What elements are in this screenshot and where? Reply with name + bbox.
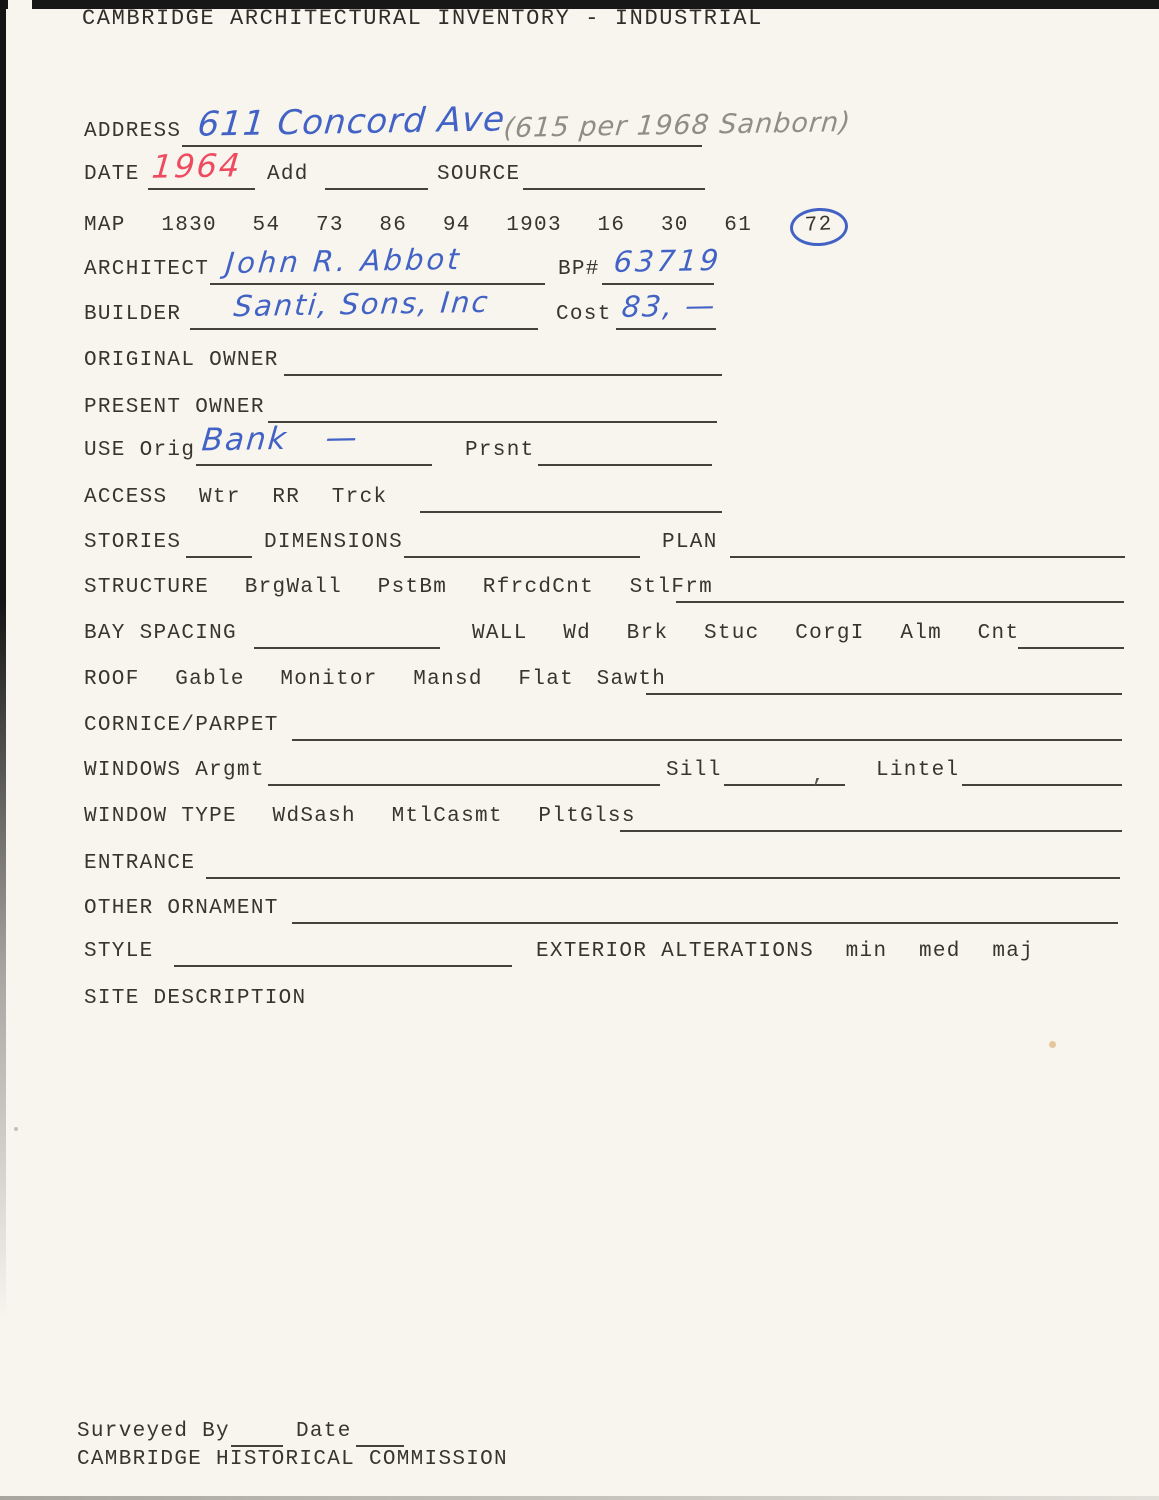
- map-value: 1830: [161, 214, 217, 237]
- site-description-label: SITE DESCRIPTION: [84, 987, 307, 1010]
- structure-option: BrgWall: [244, 576, 343, 599]
- field-window-type: [0, 803, 1159, 841]
- page-title: CAMBRIDGE ARCHITECTURAL INVENTORY - INDUSTRIAL: [82, 6, 763, 31]
- date-handwritten-value: 1964: [150, 146, 244, 186]
- wall-label: WALL: [472, 622, 528, 645]
- source-label: SOURCE: [437, 163, 521, 186]
- sill-label: Sill: [666, 759, 722, 782]
- field-map: [0, 208, 1159, 254]
- roof-option: Gable: [175, 668, 245, 691]
- map-label: MAP: [84, 214, 126, 237]
- access-options: [84, 484, 387, 511]
- access-blank: [420, 486, 722, 513]
- bp-handwritten-value: 63719: [612, 243, 723, 279]
- wall-option: Alm: [900, 622, 943, 645]
- lintel-label: Lintel: [876, 759, 960, 782]
- field-entrance: [0, 850, 1159, 888]
- wall-options: [472, 620, 1019, 647]
- use-prsnt-blank: [538, 439, 712, 466]
- windows-argmt-blank: [268, 759, 660, 786]
- structure-option: StlFrm: [629, 576, 714, 599]
- roof-option: Mansd: [413, 668, 483, 691]
- original-owner-label: ORIGINAL OWNER: [84, 349, 279, 372]
- map-value: 54: [252, 214, 281, 237]
- scan-dust-speck: [14, 1127, 18, 1131]
- wall-option: Brk: [626, 622, 669, 645]
- map-value: 1903: [506, 214, 562, 237]
- roof-blank: [646, 668, 1122, 695]
- field-original-owner: [0, 347, 1159, 385]
- builder-handwritten-value: Santi, Sons, Inc: [232, 284, 492, 324]
- field-use: [0, 419, 1159, 475]
- field-other-ornament: [0, 895, 1159, 933]
- roof-option: Sawth: [596, 668, 667, 691]
- map-value: 94: [442, 214, 471, 237]
- stories-label: STORIES: [84, 531, 182, 554]
- field-access: [0, 484, 1159, 522]
- architect-label: ARCHITECT: [84, 258, 210, 281]
- window-type-options: [84, 803, 636, 830]
- add-label: Add: [267, 163, 309, 186]
- bay-spacing-label: BAY SPACING: [84, 622, 237, 645]
- wall-option: Cnt: [977, 622, 1020, 645]
- roof-label: ROOF: [84, 668, 140, 691]
- field-windows: [0, 757, 1159, 795]
- field-site-description: [0, 985, 1159, 1023]
- field-roof: [0, 666, 1159, 704]
- alteration-option: med: [918, 940, 961, 963]
- field-structure: [0, 574, 1159, 612]
- other-ornament-blank: [292, 897, 1118, 924]
- wall-option: Stuc: [703, 622, 760, 645]
- source-blank: [523, 163, 705, 190]
- access-label: ACCESS: [84, 486, 168, 509]
- cost-label: Cost: [556, 303, 612, 326]
- builder-label: BUILDER: [84, 303, 182, 326]
- dimensions-blank: [404, 531, 640, 558]
- style-label: STYLE: [84, 940, 154, 963]
- windows-argmt-label: WINDOWS Argmt: [84, 759, 265, 782]
- plan-blank: [730, 531, 1125, 558]
- surveyed-by-blank: [231, 1420, 283, 1447]
- wall-option: Wd: [563, 622, 592, 645]
- field-builder-cost: [0, 284, 1159, 339]
- architect-handwritten-value: John R. Abbot: [224, 241, 464, 281]
- map-value: 30: [660, 214, 689, 237]
- field-stories-dimensions-plan: [0, 529, 1159, 567]
- commission-name: CAMBRIDGE HISTORICAL COMMISSION: [77, 1448, 508, 1471]
- form-header: [0, 5, 1159, 43]
- cornice-blank: [292, 714, 1122, 741]
- sill-blank: [724, 759, 845, 786]
- map-value: 86: [379, 214, 408, 237]
- window-type-label: WINDOW TYPE: [84, 805, 237, 828]
- structure-blank: [676, 576, 1124, 603]
- map-value-circled-in-ink: 72: [789, 207, 849, 248]
- cornice-label: CORNICE/PARPET: [84, 714, 279, 737]
- access-option: RR: [272, 486, 301, 509]
- surveyed-date-label: Date: [296, 1420, 352, 1443]
- structure-label: STRUCTURE: [84, 576, 210, 599]
- roof-options: [84, 666, 666, 693]
- exterior-alterations-label: EXTERIOR ALTERATIONS: [536, 940, 815, 963]
- original-owner-blank: [284, 349, 722, 376]
- stories-blank: [186, 531, 252, 558]
- use-orig-handwritten-value: Bank —: [200, 419, 361, 459]
- window-type-blank: [620, 805, 1122, 832]
- bp-label: BP#: [558, 258, 600, 281]
- alteration-option: min: [845, 940, 888, 963]
- use-orig-label: USE Orig: [84, 439, 196, 462]
- bay-spacing-blank: [254, 622, 440, 649]
- entrance-blank: [206, 852, 1120, 879]
- map-values: [84, 208, 848, 246]
- structure-options: [84, 574, 713, 601]
- style-blank: [174, 940, 512, 967]
- map-value: 16: [597, 214, 626, 237]
- date-label: DATE: [84, 163, 140, 186]
- cost-handwritten-value: 83, —: [620, 288, 718, 324]
- map-value: 61: [724, 214, 753, 237]
- access-option: Wtr: [199, 486, 241, 509]
- structure-option: RfrcdCnt: [482, 576, 595, 599]
- form-footer: [0, 1446, 1159, 1484]
- surveyed-by-label: Surveyed By: [77, 1420, 230, 1443]
- field-date-add-source: [0, 146, 1159, 199]
- field-style-alterations: [0, 938, 1159, 976]
- surveyed-date-blank: [356, 1420, 404, 1447]
- address-handwritten-value: 611 Concord Ave: [195, 99, 507, 145]
- present-owner-label: PRESENT OWNER: [84, 396, 265, 419]
- plan-label: PLAN: [662, 531, 718, 554]
- wall-option: CorgI: [795, 622, 865, 645]
- other-ornament-label: OTHER ORNAMENT: [84, 897, 279, 920]
- field-bay-spacing-wall: [0, 620, 1159, 658]
- roof-option: Monitor: [280, 668, 378, 691]
- field-cornice: [0, 712, 1159, 750]
- field-present-owner: [0, 394, 1159, 432]
- dimensions-label: DIMENSIONS: [264, 531, 404, 554]
- present-owner-blank: [268, 396, 717, 423]
- window-type-option: MtlCasmt: [391, 805, 503, 828]
- address-label: ADDRESS: [84, 120, 182, 143]
- access-option: Trck: [331, 486, 388, 509]
- alteration-option: maj: [992, 940, 1035, 963]
- scan-stain-speck: [1049, 1041, 1056, 1048]
- map-value: 73: [315, 214, 344, 237]
- sill-pencil-comma-mark: ,: [812, 765, 826, 788]
- lintel-blank: [962, 759, 1122, 786]
- field-architect-bp: [0, 241, 1159, 294]
- entrance-label: ENTRANCE: [84, 852, 196, 875]
- structure-option: PstBm: [377, 576, 448, 599]
- roof-option: Flat: [518, 668, 575, 691]
- exterior-alterations-options: [536, 938, 1034, 965]
- add-blank: [325, 163, 428, 190]
- window-type-option: WdSash: [272, 805, 356, 828]
- wall-blank: [1018, 622, 1124, 649]
- address-pencil-note: (615 per 1968 Sanborn): [502, 106, 853, 145]
- window-type-option: PltGlss: [538, 805, 636, 828]
- scan-bottom-edge: [0, 1496, 1159, 1500]
- use-prsnt-label: Prsnt: [465, 439, 535, 462]
